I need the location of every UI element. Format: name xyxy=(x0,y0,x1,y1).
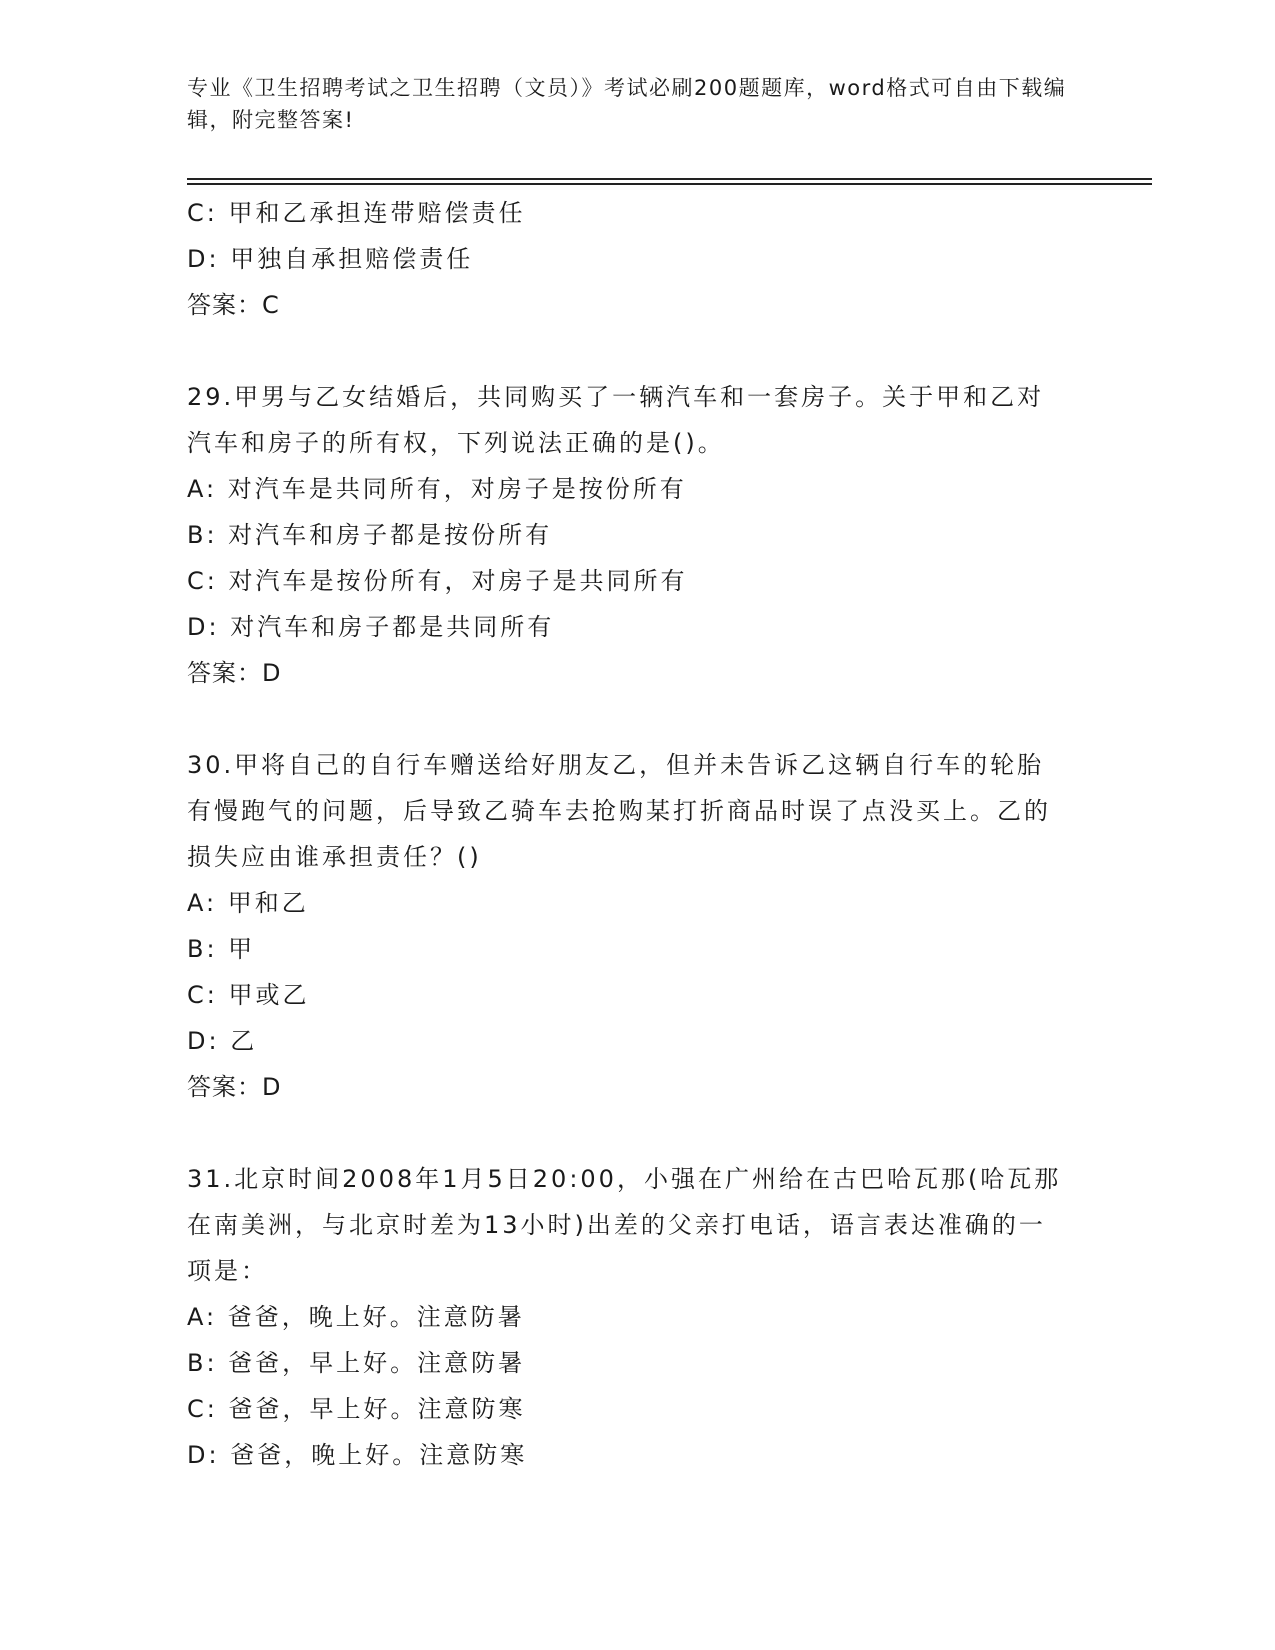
option-c: C: 对汽车是按份所有，对房子是共同所有 xyxy=(187,567,688,595)
answer-line: 答案：C xyxy=(187,291,280,319)
option-a: A: 爸爸，晚上好。注意防暑 xyxy=(187,1303,525,1331)
option-d: D: 对汽车和房子都是共同所有 xyxy=(187,613,555,641)
question-stem-30: 30.甲将自己的自行车赠送给好朋友乙，但并未告诉乙这辆自行车的轮胎有慢跑气的问题，后导致乙骑车去抢购某打折商品时误了点没买上。乙的损失应由谁承担责任？() xyxy=(187,751,1051,871)
question-stem-31: 31.北京时间2008年1月5日20:00，小强在广州给在古巴哈瓦那(哈瓦那在南美洲，与北京时差为13小时)出差的父亲打电话，语言表达准确的一项是： xyxy=(187,1165,1062,1285)
option-d: D: 爸爸，晚上好。注意防寒 xyxy=(187,1441,528,1469)
answer-line: 答案：D xyxy=(187,1073,282,1101)
option-d: D: 甲独自承担赔偿责任 xyxy=(187,245,474,273)
option-b: B: 甲 xyxy=(187,935,256,963)
option-d: D: 乙 xyxy=(187,1027,258,1055)
option-a: A: 甲和乙 xyxy=(187,889,309,917)
option-b: B: 爸爸，早上好。注意防暑 xyxy=(187,1349,526,1377)
spacer xyxy=(187,696,1087,742)
option-c: C: 爸爸，早上好。注意防寒 xyxy=(187,1395,526,1423)
header-divider-top xyxy=(187,178,1152,180)
spacer xyxy=(187,328,1087,374)
page-header-title: 专业《卫生招聘考试之卫生招聘（文员）》考试必刷200题题库，word格式可自由下载编辑，附完整答案! xyxy=(187,76,1067,132)
question-stem-29: 29.甲男与乙女结婚后，共同购买了一辆汽车和一套房子。关于甲和乙对汽车和房子的所有权，下列说法正确的是()。 xyxy=(187,383,1045,457)
spacer xyxy=(187,1110,1087,1156)
answer-line: 答案：D xyxy=(187,659,282,687)
option-a: A: 对汽车是共同所有，对房子是按份所有 xyxy=(187,475,687,503)
option-c: C: 甲和乙承担连带赔偿责任 xyxy=(187,199,526,227)
header-divider-bottom xyxy=(187,183,1152,185)
option-b: B: 对汽车和房子都是按份所有 xyxy=(187,521,553,549)
question-content xyxy=(187,190,1087,1478)
option-c: C: 甲或乙 xyxy=(187,981,310,1009)
